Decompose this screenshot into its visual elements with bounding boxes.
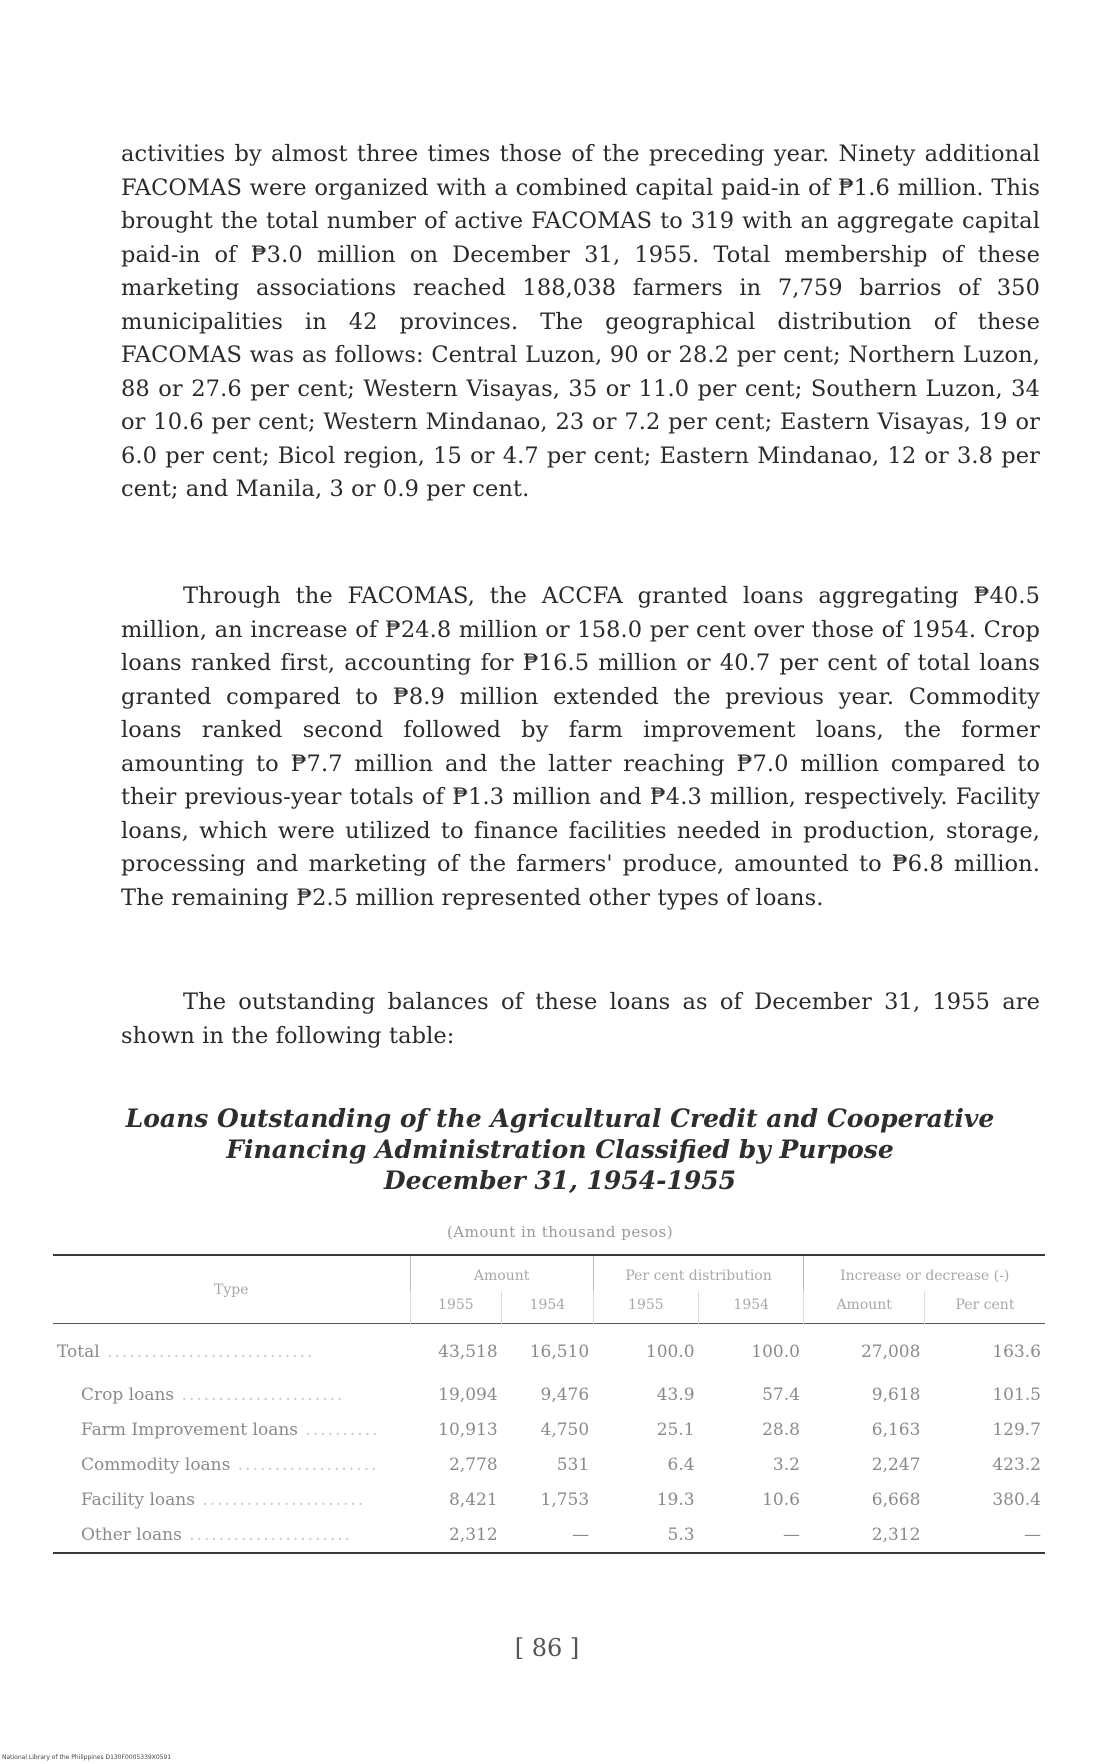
cell-change-amount: 6,163 (871, 1419, 921, 1440)
paragraph-3 (121, 986, 1040, 1053)
cell-change-percent: — (1024, 1524, 1041, 1545)
header-amount-group: Amount (410, 1255, 593, 1291)
cell-percent-1954: 100.0 (751, 1341, 800, 1362)
cell-percent-1954: 3.2 (772, 1454, 800, 1475)
cell-change-amount: 9,618 (871, 1384, 921, 1405)
cell-percent-1954: 57.4 (762, 1384, 800, 1405)
table-title (60, 1103, 1060, 1196)
cell-percent-1954: 28.8 (762, 1419, 800, 1440)
cell-percent-1955: 100.0 (645, 1341, 695, 1362)
header-percent-1955: 1955 (593, 1291, 698, 1324)
cell-amount-1955: 2,312 (448, 1524, 498, 1545)
paragraph-3-text: The outstanding balances of these loans as of December 31, 1955 are shown in the following table: (121, 989, 1040, 1049)
page-number: [ 86 ] (514, 1634, 580, 1662)
cell-percent-1955: 25.1 (656, 1419, 695, 1440)
table-row-total: Total ............................ 43,518 16,510 100.0 100.0 27,008 163.6 (53, 1324, 1045, 1378)
cell-change-percent: 129.7 (992, 1419, 1041, 1440)
cell-change-percent: 423.2 (992, 1454, 1041, 1475)
cell-amount-1954: 531 (556, 1454, 590, 1475)
table-title-line-2: Financing Administration Classified by Purpose (226, 1135, 894, 1164)
table-row-facility-loans: Facility loans ...................... 8,421 1,753 19.3 10.6 6,668 380.4 (53, 1482, 1045, 1517)
cell-amount-1955: 10,913 (438, 1419, 498, 1440)
header-change-percent: Per cent (924, 1291, 1045, 1324)
cell-amount-1954: 4,750 (540, 1419, 590, 1440)
cell-amount-1955: 2,778 (448, 1454, 498, 1475)
cell-percent-1954: 10.6 (762, 1489, 800, 1510)
row-label: Facility loans (81, 1489, 195, 1510)
cell-change-percent: 163.6 (992, 1341, 1041, 1362)
cell-percent-1955: 5.3 (667, 1524, 695, 1545)
row-label: Crop loans (81, 1384, 175, 1405)
cell-amount-1954: — (572, 1524, 590, 1545)
cell-percent-1955: 19.3 (656, 1489, 695, 1510)
paragraph-1 (121, 138, 1040, 507)
paragraph-1-text: activities by almost three times those of the preceding year. Ninety additional FACOMAS were organized with a combined capital paid-in of ₱1.6 million. This brought the total number of active FACOMAS to 319 with an aggregate capital paid-in of ₱3.0 million on December 31, 1955. Total membership of these marketing associations reached 188,038 farmers in 7,759 barrios of 350 municipalities in 42 provinces. The geographical distribution of these FACOMAS was as follows: Central Luzon, 90 or 28.2 per cent; Northern Luzon, 88 or 27.6 per cent; Western Visayas, 35 or 11.0 per cent; Southern Luzon, 34 or 10.6 per cent; Western Mindanao, 23 or 7.2 per cent; Eastern Visayas, 19 or 6.0 per cent; Bicol region, 15 or 4.7 per cent; Eastern Mindanao, 12 or 3.8 per cent; and Manila, 3 or 0.9 per cent. (121, 141, 1040, 502)
library-stamp: National Library of the Philippines D130F0005339X0591 (2, 1754, 172, 1761)
table-row-farm-improvement-loans: Farm Improvement loans .......... 10,913 4,750 25.1 28.8 6,163 129.7 (53, 1412, 1045, 1447)
header-amount-1954: 1954 (502, 1291, 594, 1324)
cell-change-amount: 2,312 (871, 1524, 921, 1545)
row-label: Total (57, 1341, 100, 1362)
cell-percent-1955: 6.4 (667, 1454, 695, 1475)
table-row-commodity-loans: Commodity loans ................... 2,778 531 6.4 3.2 2,247 423.2 (53, 1447, 1045, 1482)
header-change-amount: Amount (804, 1291, 924, 1324)
cell-change-amount: 2,247 (871, 1454, 921, 1475)
table-row-other-loans: Other loans ...................... 2,312 — 5.3 — 2,312 — (53, 1517, 1045, 1553)
table-header-group-row (53, 1255, 1045, 1291)
header-percent-group: Per cent distribution (593, 1255, 804, 1291)
header-change-group: Increase or decrease (-) (804, 1255, 1045, 1291)
cell-change-percent: 101.5 (992, 1384, 1041, 1405)
row-label: Farm Improvement loans (81, 1419, 299, 1440)
cell-change-amount: 27,008 (860, 1341, 921, 1362)
loans-table-container (53, 1254, 1045, 1554)
cell-percent-1955: 43.9 (656, 1384, 695, 1405)
cell-amount-1954: 16,510 (529, 1341, 590, 1362)
cell-amount-1955: 43,518 (438, 1341, 498, 1362)
cell-amount-1954: 9,476 (540, 1384, 590, 1405)
table-row-crop-loans: Crop loans ...................... 19,094 9,476 43.9 57.4 9,618 101.5 (53, 1377, 1045, 1412)
table-subtitle: (Amount in thousand pesos) (446, 1223, 674, 1241)
table-title-line-1: Loans Outstanding of the Agricultural Credit and Cooperative (125, 1104, 995, 1133)
cell-amount-1954: 1,753 (540, 1489, 590, 1510)
row-label: Commodity loans (81, 1454, 231, 1475)
row-label: Other loans (81, 1524, 182, 1545)
cell-change-amount: 6,668 (871, 1489, 921, 1510)
table-title-line-3: December 31, 1954-1955 (383, 1166, 737, 1195)
cell-amount-1955: 8,421 (448, 1489, 498, 1510)
loans-table (53, 1254, 1045, 1554)
paragraph-2 (121, 580, 1040, 915)
header-type: Type (214, 1281, 249, 1298)
header-amount-1955: 1955 (410, 1291, 502, 1324)
header-percent-1954: 1954 (699, 1291, 804, 1324)
paragraph-2-text: Through the FACOMAS, the ACCFA granted loans aggregating ₱40.5 million, an increase of ₱24.8 million or 158.0 per cent over those of 1954. Crop loans ranked first, accounting for ₱16.5 million or 40.7 per cent of total loans granted compared to ₱8.9 million extended the previous year. Commodity loans ranked second followed by farm improvement loans, the former amounting to ₱7.7 million and the latter reaching ₱7.0 million compared to their previous-year totals of ₱1.3 million and ₱4.3 million, respectively. Facility loans, which were utilized to finance facilities needed in production, storage, processing and marketing of the farmers' produce, amounted to ₱6.8 million. The remaining ₱2.5 million represented other types of loans. (121, 583, 1040, 911)
cell-percent-1954: — (782, 1524, 800, 1545)
cell-change-percent: 380.4 (992, 1489, 1041, 1510)
cell-amount-1955: 19,094 (438, 1384, 498, 1405)
